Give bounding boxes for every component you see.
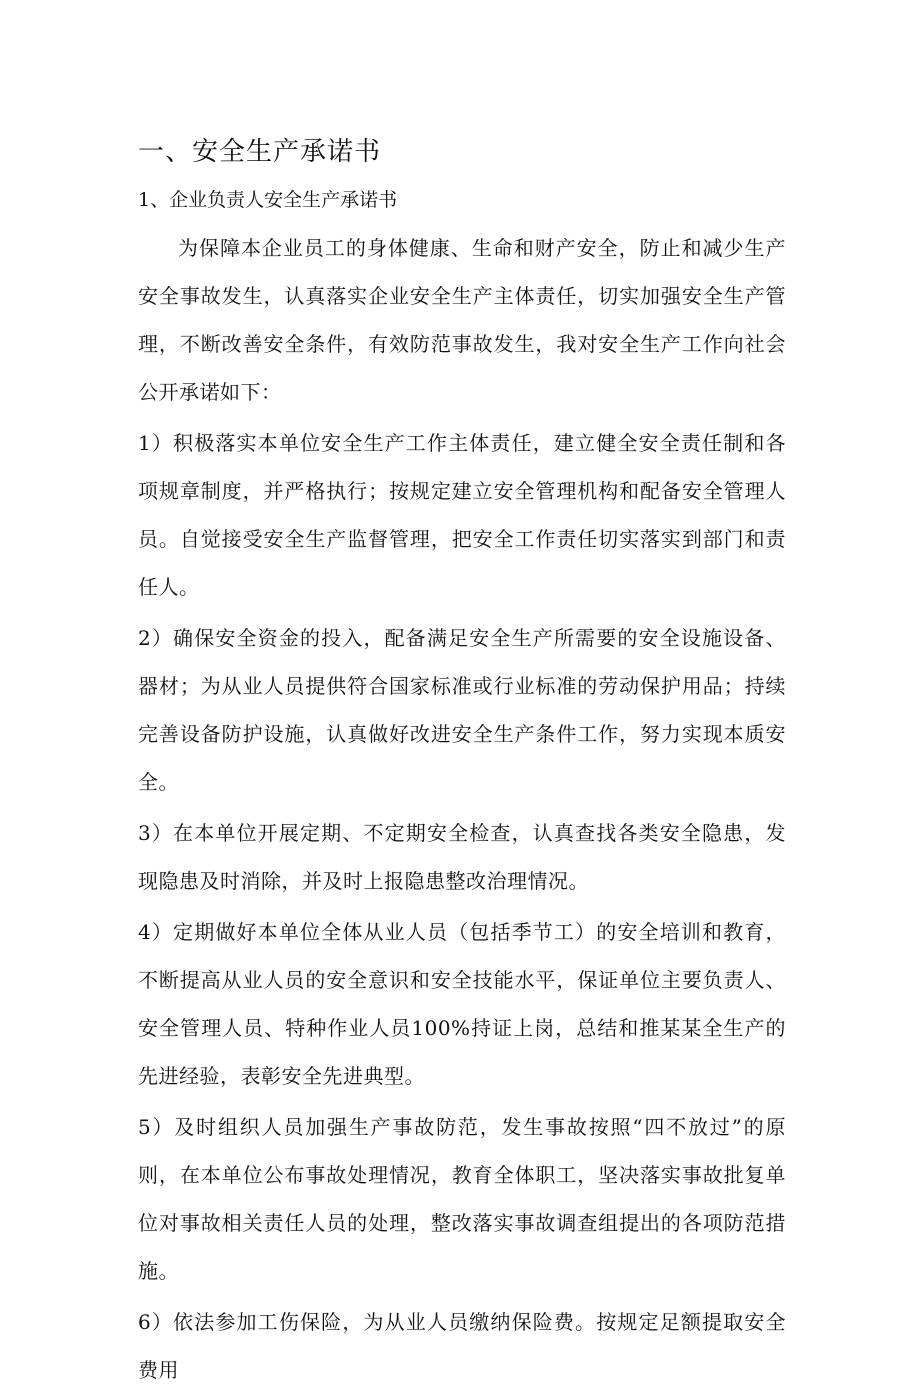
commitment-item-3: 3）在本单位开展定期、不定期安全检查，认真查找各类安全隐患，发现隐患及时消除，并及时上报隐患整改治理情况。 xyxy=(138,821,786,893)
intro-paragraph: 为保障本企业员工的身体健康、生命和财产安全，防止和减少生产安全事故发生，认真落实企业安全生产主体责任，切实加强安全生产管理，不断改善安全条件，有效防范事故发生，我对安全生产工作向社会公开承诺如下： xyxy=(138,236,786,404)
commitment-item-6: 6）依法参加工伤保险，为从业人员缴纳保险费。按规定足额提取安全费用 xyxy=(138,1310,786,1382)
document-body xyxy=(138,128,786,1394)
subsection-title: 1、企业负责人安全生产承诺书 xyxy=(138,189,398,211)
commitment-item-4: 4）定期做好本单位全体从业人员（包括季节工）的安全培训和教育，不断提高从业人员的安全意识和安全技能水平，保证单位主要负责人、安全管理人员、特种作业人员100%持证上岗，总结和推某某全生产的先进经验，表彰安全先进典型。 xyxy=(138,920,786,1088)
commitment-item-1: 1）积极落实本单位安全生产工作主体责任，建立健全安全责任制和各项规章制度，并严格执行；按规定建立安全管理机构和配备安全管理人员。自觉接受安全生产监督管理，把安全工作责任切实落实到部门和责任人。 xyxy=(138,431,786,599)
commitment-item-5: 5）及时组织人员加强生产事故防范，发生事故按照“四不放过”的原则，在本单位公布事故处理情况，教育全体职工，坚决落实事故批复单位对事故相关责任人员的处理，整改落实事故调查组提出的各项防范措施。 xyxy=(138,1115,786,1283)
commitment-item-2: 2）确保安全资金的投入，配备满足安全生产所需要的安全设施设备、器材；为从业人员提供符合国家标准或行业标准的劳动保护用品；持续完善设备防护设施，认真做好改进安全生产条件工作，努力实现本质安全。 xyxy=(138,626,786,794)
section-title: 一、安全生产承诺书 xyxy=(138,137,382,167)
